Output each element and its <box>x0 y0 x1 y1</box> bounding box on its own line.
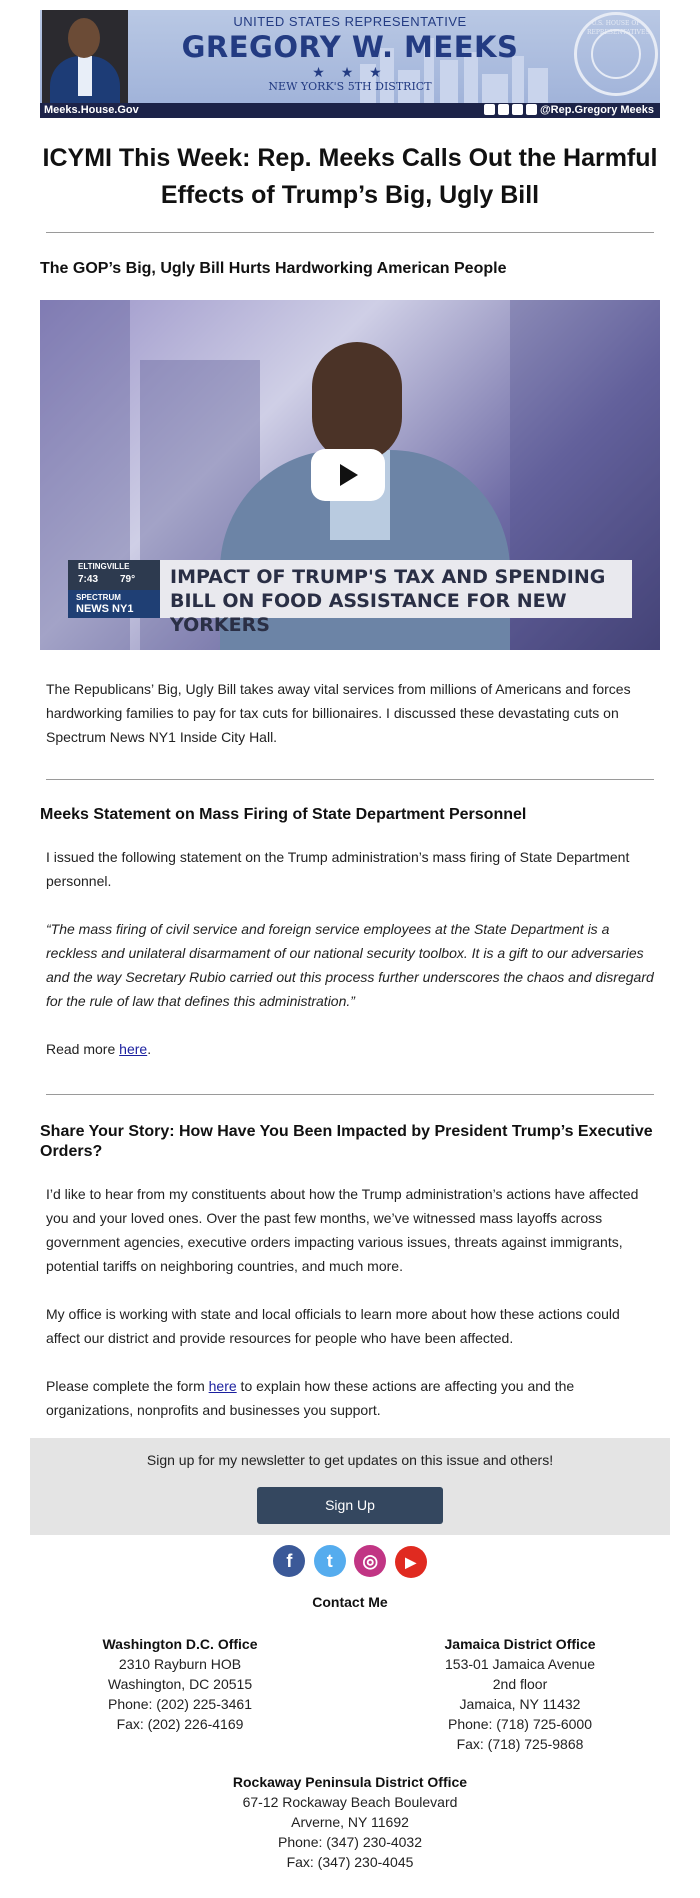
instagram-icon[interactable]: ◎ <box>354 1545 386 1577</box>
youtube-icon[interactable]: ▶ <box>395 1546 427 1578</box>
section2-intro: I issued the following statement on the Trump administration’s mass firing of State Department personnel. <box>46 849 630 889</box>
banner-name: GREGORY W. MEEKS <box>181 30 519 64</box>
section1-heading: The GOP’s Big, Ugly Bill Hurts Hardworking American People <box>40 260 507 277</box>
facebook-icon[interactable]: f <box>273 1545 305 1577</box>
office-dc-name: Washington D.C. Office <box>102 1636 258 1652</box>
office-rockaway-name: Rockaway Peninsula District Office <box>232 1774 468 1790</box>
seal-text: U.S. HOUSE OF REPRESENTATIVES <box>587 20 650 36</box>
office-dc <box>70 1634 290 1754</box>
section3-heading: Share Your Story: How Have You Been Impacted by President Trump’s Executive Orders? <box>40 1123 653 1160</box>
banner-district: NEW YORK'S 5TH DISTRICT <box>268 80 432 93</box>
office-rockaway <box>40 1772 660 1872</box>
house-seal-icon <box>574 12 658 96</box>
signup-box <box>30 1438 670 1535</box>
office-jamaica <box>410 1634 630 1754</box>
office-dc-phone: Phone: (202) 225-3461 <box>108 1696 252 1712</box>
contact-title: Contact Me <box>312 1594 388 1610</box>
website-link[interactable]: Meeks.House.Gov <box>44 104 139 116</box>
office-rockaway-fax: Fax: (347) 230-4045 <box>286 1854 414 1870</box>
social-handle: @Rep.Gregory Meeks <box>539 104 654 116</box>
chyron-headline: IMPACT OF TRUMP'S TAX AND SPENDING BILL ON FOOD ASSISTANCE FOR NEW YORKERS <box>170 566 606 636</box>
banner-stars: ★ ★ ★ <box>312 64 388 80</box>
read-more-prefix: Read more <box>46 1041 120 1057</box>
network-line2: NEWS NY1 <box>76 603 134 615</box>
page-title: ICYMI This Week: Rep. Meeks Calls Out the Harmful Effects of Trump’s Big, Ugly Bill <box>42 144 658 209</box>
read-more-suffix: . <box>147 1041 152 1057</box>
office-jamaica-fax: Fax: (718) 725-9868 <box>456 1736 584 1752</box>
divider <box>46 232 654 233</box>
twitter-icon[interactable]: t <box>314 1545 346 1577</box>
section2-heading: Meeks Statement on Mass Firing of State Department Personnel <box>40 806 527 823</box>
office-jamaica-name: Jamaica District Office <box>444 1636 596 1652</box>
office-rockaway-phone: Phone: (347) 230-4032 <box>278 1834 422 1850</box>
office-dc-line1: 2310 Rayburn HOB <box>118 1656 242 1672</box>
instagram-icon[interactable] <box>498 104 509 115</box>
signup-button[interactable]: Sign Up <box>257 1487 443 1524</box>
office-jamaica-line1: 153-01 Jamaica Avenue <box>445 1656 595 1672</box>
form-prefix: Please complete the form <box>46 1378 209 1394</box>
chyron-location: ELTINGVILLE <box>78 562 130 571</box>
news-chyron <box>68 560 632 636</box>
office-dc-line2: Washington, DC 20515 <box>107 1676 253 1692</box>
form-link[interactable]: here <box>208 1378 237 1394</box>
form-suffix: to explain how these actions are affecting you and the organizations, nonprofits and businesses you support. <box>46 1378 575 1418</box>
banner-social <box>484 104 654 116</box>
read-more-link[interactable]: here <box>119 1041 148 1057</box>
office-dc-fax: Fax: (202) 226-4169 <box>116 1716 244 1732</box>
office-columns <box>40 1634 660 1754</box>
office-rockaway-line1: 67-12 Rockaway Beach Boulevard <box>242 1794 458 1810</box>
chyron-temperature: 79° <box>120 574 136 585</box>
network-line1: SPECTRUM <box>76 593 121 602</box>
facebook-icon[interactable] <box>484 104 495 115</box>
office-jamaica-line2: 2nd floor <box>492 1676 548 1692</box>
header-banner <box>40 10 660 118</box>
banner-superscript: UNITED STATES REPRESENTATIVE <box>233 14 467 29</box>
network-logo <box>68 590 160 618</box>
video-player[interactable] <box>40 300 660 650</box>
section3-paragraph3 <box>46 1374 654 1422</box>
section3-paragraph2: My office is working with state and local officials to learn more about how these actions could affect our district and provide resources for people who have been affected. <box>46 1306 620 1346</box>
social-links <box>40 1545 660 1578</box>
banner-footer-bar <box>40 103 660 118</box>
youtube-icon[interactable] <box>526 104 537 115</box>
twitter-icon[interactable] <box>512 104 523 115</box>
office-jamaica-line3: Jamaica, NY 11432 <box>459 1696 581 1712</box>
play-button[interactable] <box>311 449 385 501</box>
play-icon <box>340 464 358 486</box>
newsletter <box>40 10 660 1872</box>
signup-text: Sign up for my newsletter to get updates on this issue and others! <box>146 1452 554 1468</box>
chyron-time: 7:43 <box>78 574 99 585</box>
section2-quote: “The mass firing of civil service and foreign service employees at the State Department is a reckless and unilateral disarmament of our national security toolbox. It is a gift to our adversaries and the way Secretary Rubio carried out this process further underscores the chaos and disregard for the rule of law that defines this administration.” <box>46 921 654 1009</box>
section1-body: The Republicans’ Big, Ugly Bill takes away vital services from millions of Americans and forces hardworking families to pay for tax cuts for billionaires. I discussed these devastating cuts on Spectrum News NY1 Inside City Hall. <box>46 681 631 745</box>
office-jamaica-phone: Phone: (718) 725-6000 <box>448 1716 592 1732</box>
read-more-line <box>46 1037 654 1061</box>
divider <box>46 779 654 780</box>
section3-paragraph1: I’d like to hear from my constituents about how the Trump administration’s actions have affected you and your loved ones. Over the past few months, we’ve witnessed mass layoffs across government agencies, executive orders impacting various issues, threats against immigrants, potential tariffs on neighboring countries, and much more. <box>46 1186 639 1274</box>
divider <box>46 1094 654 1095</box>
office-rockaway-line2: Arverne, NY 11692 <box>291 1814 409 1830</box>
